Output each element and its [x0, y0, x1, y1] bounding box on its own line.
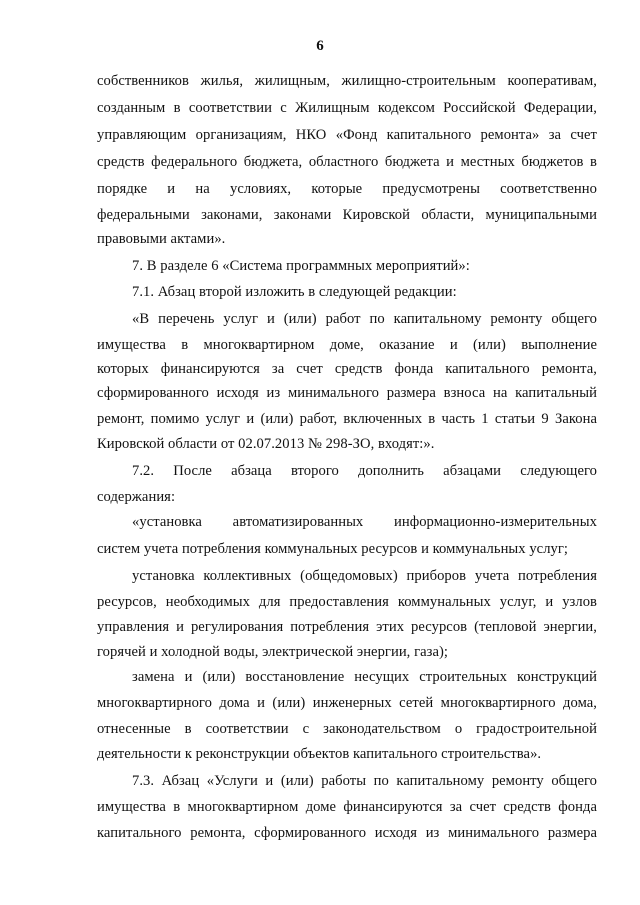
- text-line: установка коллективных (общедомовых) приборов учета потребления: [132, 568, 597, 584]
- text-line: содержания:: [97, 489, 176, 505]
- text-line: созданным в соответствии с Жилищным кодексом Российской Федерации,: [97, 100, 597, 116]
- text-line: сформированного исходя из минимального размера взноса на капитальный: [97, 385, 597, 401]
- text-line: 7.2. После абзаца второго дополнить абзацами следующего: [132, 463, 597, 479]
- text-line: управления и регулирования потребления этих ресурсов (тепловой энергии,: [97, 619, 597, 635]
- text-line: «В перечень услуг и (или) работ по капитальному ремонту общего: [132, 311, 597, 327]
- text-line: многоквартирного дома и (или) инженерных сетей многоквартирного дома,: [97, 695, 597, 711]
- text-line: средств федерального бюджета, областного бюджета и местных бюджетов в: [97, 154, 597, 170]
- text-line: ремонт, помимо услуг и (или) работ, включенных в часть 1 статьи 9 Закона: [97, 411, 597, 427]
- text-line: капитального ремонта, сформированного исходя из минимального размера: [97, 825, 597, 841]
- text-line: федеральными законами, законами Кировской области, муниципальными: [97, 207, 597, 223]
- text-line: замена и (или) восстановление несущих строительных конструкций: [132, 669, 597, 685]
- text-line: отнесенные в соответствии с законодательством о градостроительной: [97, 721, 597, 737]
- text-line: порядке и на условиях, которые предусмотрены соответственно: [97, 181, 597, 197]
- text-line: Кировской области от 02.07.2013 № 298-ЗО, входят:».: [97, 436, 435, 452]
- text-line: управляющим организациям, НКО «Фонд капитального ремонта» за счет: [97, 127, 597, 143]
- text-line: «установка автоматизированных информационно-измерительных: [132, 514, 597, 530]
- text-line: ресурсов, необходимых для предоставления коммунальных услуг, и узлов: [97, 594, 597, 610]
- text-line: деятельности к реконструкции объектов капитального строительства».: [97, 746, 542, 762]
- section-heading: 7. В разделе 6 «Система программных мероприятий»:: [132, 258, 470, 274]
- text-line: горячей и холодной воды, электрической энергии, газа);: [97, 644, 449, 660]
- text-line: имущества в многоквартирном доме финансируются за счет средств фонда: [97, 799, 597, 815]
- text-line: 7.3. Абзац «Услуги и (или) работы по капитальному ремонту общего: [132, 773, 597, 789]
- text-line: систем учета потребления коммунальных ресурсов и коммунальных услуг;: [97, 541, 569, 557]
- text-line: собственников жилья, жилищным, жилищно-строительным кооперативам,: [97, 73, 597, 89]
- text-line: правовыми актами».: [97, 231, 226, 247]
- text-line: которых финансируются за счет средств фонда капитального ремонта,: [97, 361, 597, 377]
- text-line: имущества в многоквартирном доме, оказание и (или) выполнение: [97, 337, 597, 353]
- page-number: 6: [316, 38, 324, 54]
- text-line: 7.1. Абзац второй изложить в следующей редакции:: [132, 284, 457, 300]
